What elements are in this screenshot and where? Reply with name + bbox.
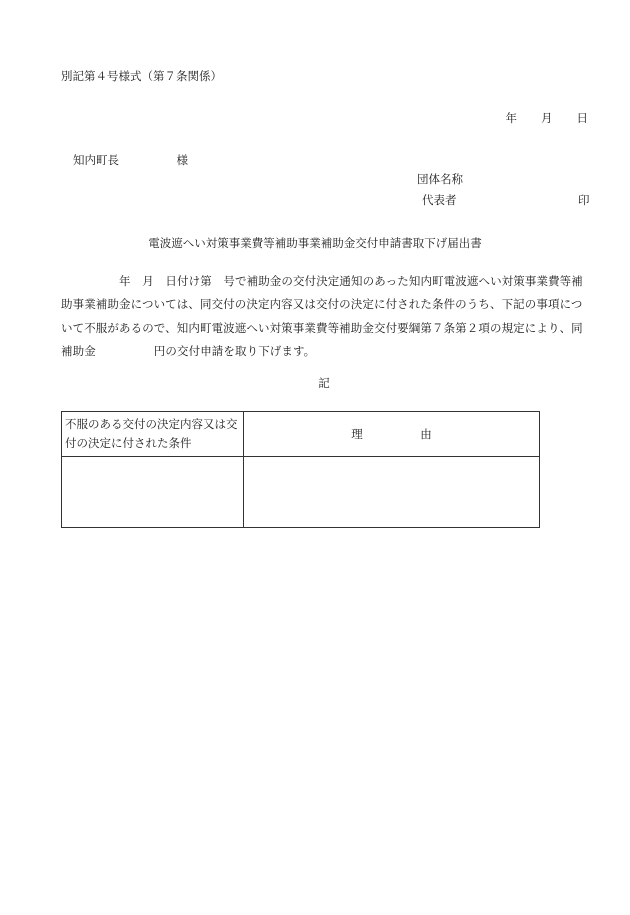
date-month: 月 bbox=[541, 111, 553, 125]
table-header-row bbox=[62, 412, 540, 457]
document-title: 電波遮へい対策事業費等補助事業補助金交付申請書取下げ届出書 bbox=[148, 236, 482, 250]
date-year: 年 bbox=[505, 111, 517, 125]
header-reason-cell: 理 由 bbox=[244, 412, 540, 457]
date-line bbox=[506, 110, 589, 126]
detail-table bbox=[61, 411, 540, 528]
form-number: 別記第４号様式（第７条関係） bbox=[61, 69, 222, 83]
reason-input-cell bbox=[244, 457, 540, 528]
table-row bbox=[62, 457, 540, 528]
ki-heading: 記 bbox=[318, 376, 330, 390]
body-paragraph: 年 月 日付け第 号で補助金の交付決定通知のあった知内町電波遮へい対策事業費等補助事業補助金については、同交付の決定内容又は交付の決定に付された条件のうち、下記の事項について不服があるので、知内町電波遮へい対策事業費等補助金交付要綱第７条第２項の規定により、同補助金 円の交付申請を取り下げます。 bbox=[61, 274, 583, 359]
seal-label: 印 bbox=[578, 193, 590, 207]
header-condition-cell: 不服のある交付の決定内容又は交付の決定に付された条件 bbox=[62, 412, 244, 457]
date-day: 日 bbox=[576, 111, 588, 125]
representative-label: 代表者 bbox=[422, 193, 457, 207]
condition-input-cell bbox=[62, 457, 244, 528]
org-name-label: 団体名称 bbox=[417, 172, 463, 186]
addressee: 知内町長 様 bbox=[73, 153, 188, 167]
